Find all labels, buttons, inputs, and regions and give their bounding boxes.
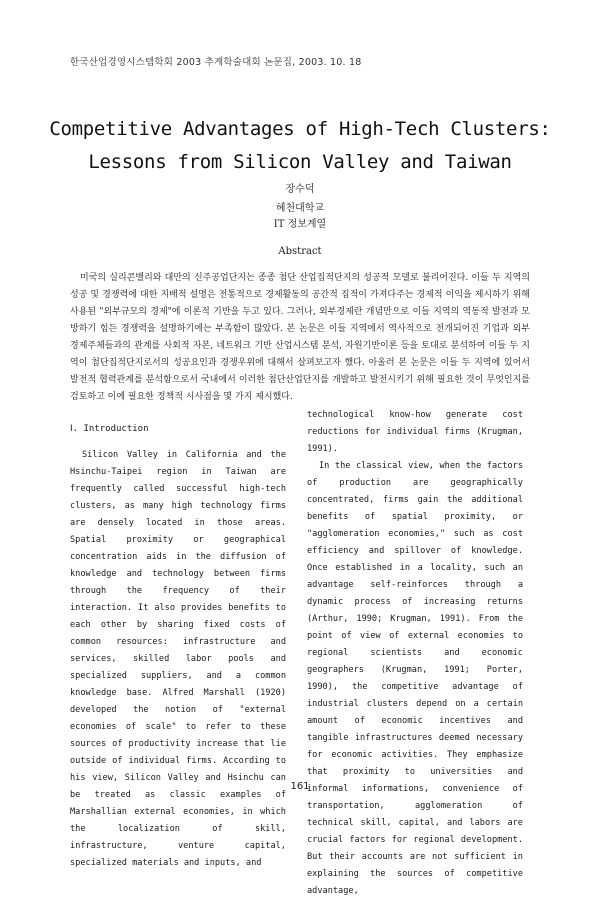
page-number: 161 <box>290 781 310 792</box>
paragraph: In the classical view, when the factors of production are geographically concentrated, firms gain the additional benefits of spatial proximity, or "agglomeration economies," such as cost efficiency and spillover of knowledge. Once established in a locality, such an advantage self-reinforces through a dynamic process of increasing returns (Arthur, 1990; Krugman, 1991). From the point of view of external economies to regional scientists and economic geographers (Krugman, 1991; Porter, 1990), the competitive advantage of industrial clusters depend on a certain amount of economic incentives and tangible infrastructures deemed necessary for economic activities. They emphasize that proximity to universities and informal informations, convenience of transportation, agglomeration of technical skill, capital, and labors are crucial factors for regional development. But their accounts are not sufficient in explaining the sources of competitive advantage, <box>307 461 523 896</box>
author-name: 장수덕 <box>285 184 315 195</box>
paper-title-line-2: Lessons from Silicon Valley and Taiwan <box>88 151 512 173</box>
conference-header: 한국산업경영시스템학회 2003 추계학술대회 논문집, 2003. 10. 18 <box>70 57 362 68</box>
abstract-text: 미국의 실리콘밸리와 대만의 신주공업단지는 종종 첨단 산업집적단지의 성공적 모델로 불리어진다. 이들 두 지역의 성공 및 경쟁력에 대한 지배적 설명은 전통적으로 경제활동의 공간적 집적이 가져다주는 경제적 이익을 제시하기 위해 사용된 "외부규모의 경제"에 이론적 기반을 두고 있다. 그러나, 외부경제란 개념만으로 이들 지역의 역동적 발전과 모방하기 힘든 경쟁력을 설명하기에는 부족함이 많았다. 본 논문은 이들 지역에서 역사적으로 전개되어진 기업과 외부 경제주체들과의 관계를 사회적 자본, 네트워크 기반 산업시스템 분석, 자원기반이론 등을 토대로 분석하여 이들 두 지역이 첨단집적단지로서의 성공요인과 경쟁우위에 대해서 살펴보고자 했다. 아울러 본 논문은 이들 두 지역에 있어서 발전적 협력관계를 분석함으로서 국내에서 이러한 첨단산업단지를 개발하고 발전시키기 위해 필요한 것이 무엇인지를 검토하고 이에 필요한 정책적 시사점을 몇 가지 제시했다. <box>70 273 530 402</box>
paragraph: technological know-how generate cost reductions for individual firms (Krugman, 1991). <box>307 410 523 454</box>
paragraph: Silicon Valley in California and the Hsinchu-Taipei region in Taiwan are frequently called successful high-tech clusters, as many high technology firms are densely located in those areas. Spatial proximity or geographical concentration aids in the diffusion of knowledge and technology between firms through the frequency of their interaction. It also provides benefits to each other by sharing fixed costs of common resources: infrastructure and services, skilled labor pools and specialized suppliers, and a common knowledge base. Alfred Marshall (1920) developed the notion of "external economies of scale" to refer to these sources of productivity increase that lie outside of individual firms. According to his view, Silicon Valley and Hsinchu can be treated as classic examples of Marshallian external economies, in which the localization of skill, infrastructure, venture capital, specialized materials and inputs, and <box>70 450 286 868</box>
left-column <box>70 447 286 872</box>
paper-title-line-1: Competitive Advantages of High-Tech Clusters: <box>49 118 551 140</box>
author-affiliation: 혜천대학교 <box>275 203 325 214</box>
right-column <box>307 407 523 900</box>
section-heading: Ⅰ. Introduction <box>70 424 149 434</box>
author-department: IT 정보계열 <box>273 219 327 230</box>
abstract-heading: Abstract <box>278 246 322 257</box>
